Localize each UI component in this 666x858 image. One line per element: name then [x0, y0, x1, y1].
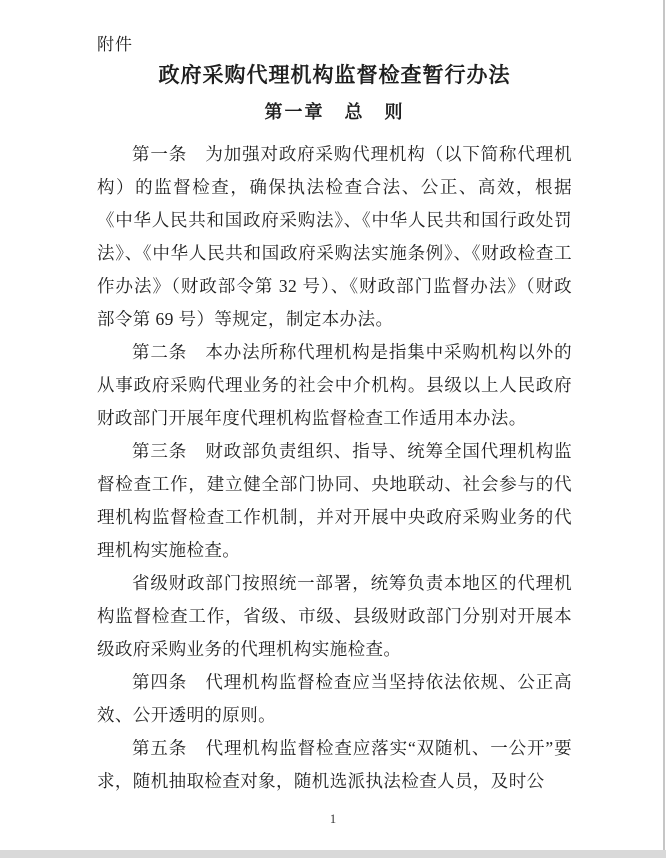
- attachment-label: 附件: [97, 35, 133, 54]
- chapter-heading: 第一章 总 则: [264, 102, 405, 122]
- document-body: [97, 138, 572, 798]
- body-paragraph: 第三条 财政部负责组织、指导、统筹全国代理机构监督检查工作，建立健全部门协同、央地联动、社会参与的代理机构监督检查工作机制，并对开展中央政府采购业务的代理机构实施检查。: [97, 441, 572, 560]
- body-paragraph: 第四条 代理机构监督检查应当坚持依法依规、公正高效、公开透明的原则。: [97, 672, 572, 725]
- document-title: 政府采购代理机构监督检查暂行办法: [158, 63, 511, 87]
- document-content: [97, 0, 572, 798]
- body-paragraph: 第五条 代理机构监督检查应落实“双随机、一公开”要求，随机抽取检查对象，随机选派执法检查人员，及时公: [97, 738, 572, 791]
- body-paragraph: 第二条 本办法所称代理机构是指集中采购机构以外的从事政府采购代理业务的社会中介机构。县级以上人民政府财政部门开展年度代理机构监督检查工作适用本办法。: [97, 342, 572, 428]
- page-number: 1: [329, 812, 337, 826]
- page-bottom-edge-divider: [0, 850, 666, 858]
- page-right-edge-divider: [663, 0, 665, 850]
- body-paragraph: 省级财政部门按照统一部署，统筹负责本地区的代理机构监督检查工作，省级、市级、县级财政部门分别对开展本级政府采购业务的代理机构实施检查。: [97, 573, 572, 659]
- body-paragraph: 第一条 为加强对政府采购代理机构（以下简称代理机构）的监督检查，确保执法检查合法、公正、高效，根据《中华人民共和国政府采购法》、《中华人民共和国行政处罚法》、《中华人民共和国政府采购法实施条例》、《财政检查工作办法》（财政部令第 32 号）、《财政部门监督办法》（财政部令第 69 号）等规定，制定本办法。: [97, 144, 572, 329]
